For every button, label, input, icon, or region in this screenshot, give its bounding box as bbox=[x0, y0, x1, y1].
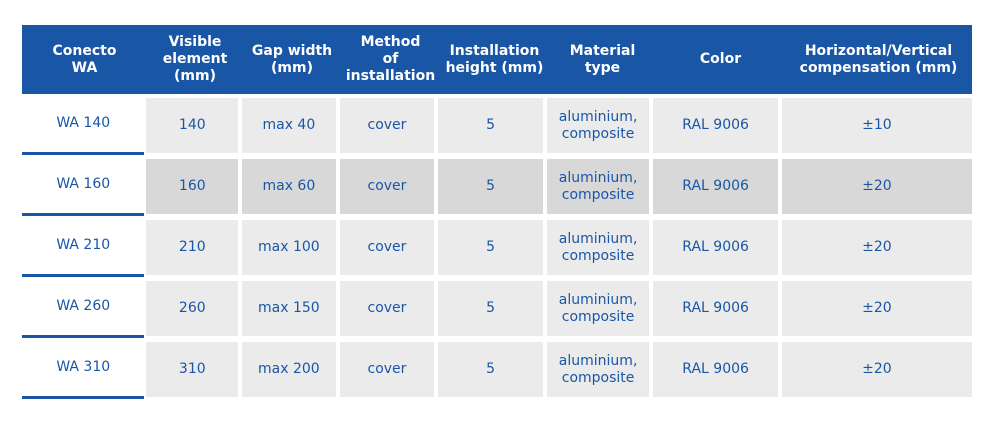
header-model: Conecto WA bbox=[52, 42, 117, 76]
method-cell: cover bbox=[340, 159, 435, 214]
table-row bbox=[22, 216, 972, 277]
method-cell: cover bbox=[340, 98, 435, 153]
compensation-cell: ±20 bbox=[782, 281, 972, 336]
color-cell: RAL 9006 bbox=[653, 220, 777, 275]
method-cell: cover bbox=[340, 342, 435, 397]
compensation-cell: ±20 bbox=[782, 159, 972, 214]
model-cell: WA 160 bbox=[22, 155, 144, 216]
header-compensation: Horizontal/Vertical compensation (mm) bbox=[799, 42, 958, 76]
installation-height-cell: 5 bbox=[438, 159, 543, 214]
header-method: Method of installation bbox=[345, 34, 436, 84]
model-cell: WA 260 bbox=[22, 277, 144, 338]
table-header bbox=[22, 25, 972, 94]
table-row bbox=[22, 94, 972, 155]
table-row bbox=[22, 155, 972, 216]
visible-element-cell: 160 bbox=[146, 159, 238, 214]
model-cell: WA 210 bbox=[22, 216, 144, 277]
color-cell: RAL 9006 bbox=[653, 281, 777, 336]
table-row bbox=[22, 277, 972, 338]
header-gap-width: Gap width (mm) bbox=[251, 42, 333, 76]
gap-width-cell: max 60 bbox=[242, 159, 336, 214]
gap-width-cell: max 40 bbox=[242, 98, 336, 153]
header-visible-element: Visible element (mm) bbox=[162, 34, 228, 84]
gap-width-cell: max 100 bbox=[242, 220, 336, 275]
header-color: Color bbox=[699, 51, 742, 67]
compensation-cell: ±20 bbox=[782, 342, 972, 397]
installation-height-cell: 5 bbox=[438, 220, 543, 275]
visible-element-cell: 310 bbox=[146, 342, 238, 397]
material-cell: aluminium, composite bbox=[547, 98, 650, 153]
installation-height-cell: 5 bbox=[438, 281, 543, 336]
header-installation-height: Installation height (mm) bbox=[445, 42, 544, 76]
color-cell: RAL 9006 bbox=[653, 159, 777, 214]
installation-height-cell: 5 bbox=[438, 342, 543, 397]
material-cell: aluminium, composite bbox=[547, 220, 650, 275]
material-cell: aluminium, composite bbox=[547, 281, 650, 336]
visible-element-cell: 140 bbox=[146, 98, 238, 153]
header-material-type: Material type bbox=[569, 42, 636, 76]
compensation-cell: ±10 bbox=[782, 98, 972, 153]
method-cell: cover bbox=[340, 281, 435, 336]
product-spec-table bbox=[22, 25, 972, 399]
visible-element-cell: 210 bbox=[146, 220, 238, 275]
gap-width-cell: max 150 bbox=[242, 281, 336, 336]
gap-width-cell: max 200 bbox=[242, 342, 336, 397]
installation-height-cell: 5 bbox=[438, 98, 543, 153]
model-cell: WA 140 bbox=[22, 94, 144, 155]
color-cell: RAL 9006 bbox=[653, 98, 777, 153]
material-cell: aluminium, composite bbox=[547, 159, 650, 214]
visible-element-cell: 260 bbox=[146, 281, 238, 336]
color-cell: RAL 9006 bbox=[653, 342, 777, 397]
model-cell: WA 310 bbox=[22, 338, 144, 399]
material-cell: aluminium, composite bbox=[547, 342, 650, 397]
compensation-cell: ±20 bbox=[782, 220, 972, 275]
table-row bbox=[22, 338, 972, 399]
method-cell: cover bbox=[340, 220, 435, 275]
